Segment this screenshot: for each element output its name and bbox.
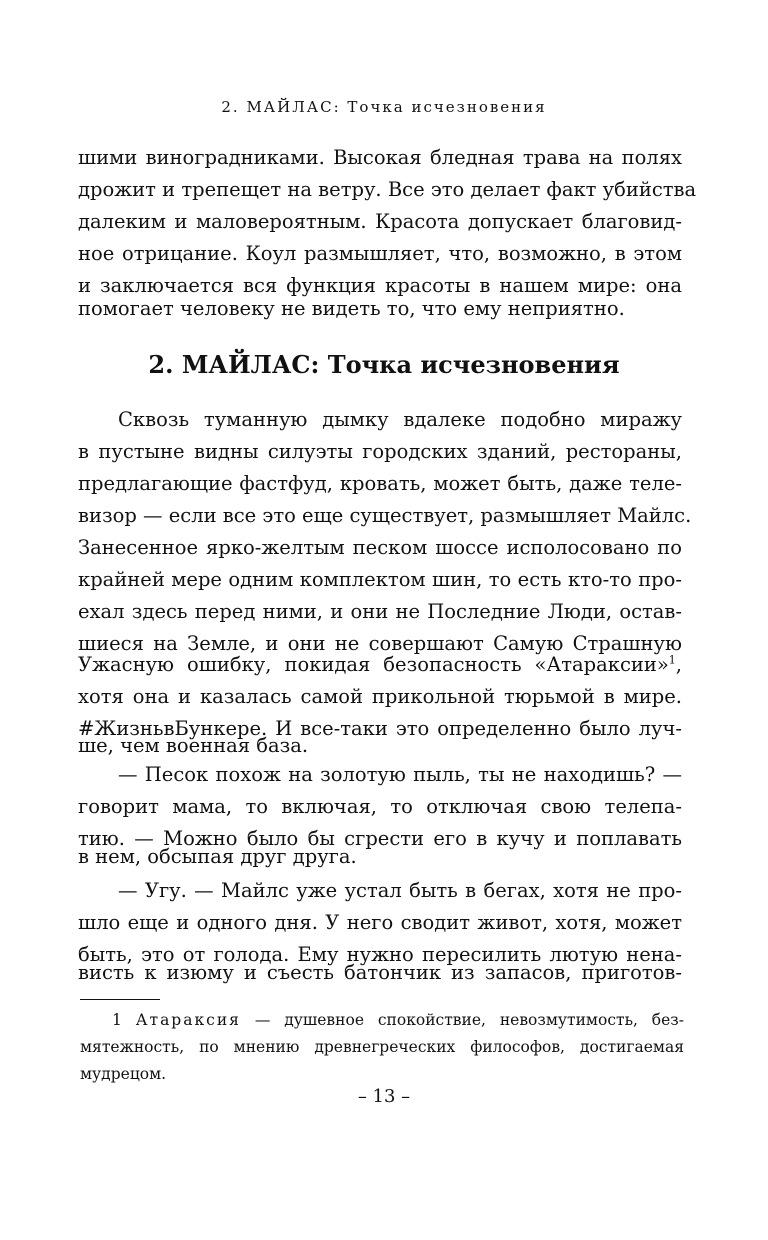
footnote-term: Атараксия	[135, 1011, 241, 1029]
text-line: шло еще и одного дня. У него сводит живот, хотя, может	[78, 911, 682, 934]
text-line: в пустыне видны силуэты городских зданий, рестораны,	[78, 440, 682, 463]
text-line: Сквозь туманную дымку вдалеке подобно миражу	[118, 408, 682, 431]
text-line: Занесенное ярко-желтым песком шоссе исполосовано по	[78, 536, 682, 559]
text-line: шиеся на Земле, и они не совершают Самую Страшную	[78, 632, 682, 655]
footnote-line	[112, 1009, 684, 1032]
text-line: помогает человеку не видеть то, что ему неприятно.	[78, 297, 625, 320]
text-line: и заключается вся функция красоты в нашем мире: она	[78, 274, 682, 297]
page-number: – 13 –	[357, 1086, 411, 1107]
footnote-line: мятежность, по мнению древнегреческих философов, достигаемая	[80, 1038, 684, 1056]
text-line: — Песок похож на золотую пыль, ты не находишь? —	[118, 763, 682, 786]
text-line: Ужасную ошибку, покидая безопасность «Атараксии»$^1$,	[78, 653, 682, 676]
text-line: хотя она и казалась самой прикольной тюрьмой в мире.	[78, 685, 682, 708]
footnote-reference: 1	[668, 653, 676, 667]
text-line: ше, чем военная база.	[78, 734, 309, 757]
chapter-title: 2. МАЙЛАС: Точка исчезновения	[148, 350, 620, 379]
text-line: быть, это от голода. Ему нужно пересилить лютую нена-	[78, 943, 682, 966]
footnote-divider	[80, 999, 160, 1000]
text-line: предлагающие фастфуд, кровать, может быть, даже теле-	[78, 472, 682, 495]
text-line: ехал здесь перед ними, и они не Последние Люди, остав-	[78, 600, 682, 623]
text-segment: Ужасную ошибку, покидая безопасность «Атараксии»	[78, 653, 669, 676]
text-line: визор — если все это еще существует, размышляет Майлс.	[78, 504, 692, 527]
text-line: крайней мере одним комплектом шин, то есть кто-то про-	[78, 568, 682, 591]
text-line: далеким и маловероятным. Красота допускает благовид-	[78, 210, 682, 233]
text-line: дрожит и трепещет на ветру. Все это делает факт убийства	[78, 178, 697, 201]
text-line: шими виноградниками. Высокая бледная трава на полях	[78, 146, 682, 169]
footnote-line: мудрецом.	[80, 1065, 167, 1083]
text-line: в нем, обсыпая друг друга.	[78, 845, 357, 868]
text-line: тию. — Можно было бы сгрести его в кучу и поплавать	[78, 827, 682, 850]
text-line: висть к изюму и съесть батончик из запасов, приготов-	[78, 961, 682, 984]
text-line: ное отрицание. Коул размышляет, что, возможно, в этом	[78, 242, 682, 265]
footnote-text: — душевное спокойствие, невозмутимость, без-	[254, 1011, 684, 1029]
running-header: 2. МАЙЛАС: Точка исчезновения	[221, 98, 547, 116]
text-line: говорит мама, то включая, то отключая свою телепа-	[78, 795, 682, 818]
footnote-marker: 1	[112, 1011, 122, 1029]
text-line: — Угу. — Майлс уже устал быть в бегах, хотя не про-	[118, 879, 682, 902]
text-line: #ЖизньвБункере. И все-таки это определенно было луч-	[78, 717, 682, 740]
